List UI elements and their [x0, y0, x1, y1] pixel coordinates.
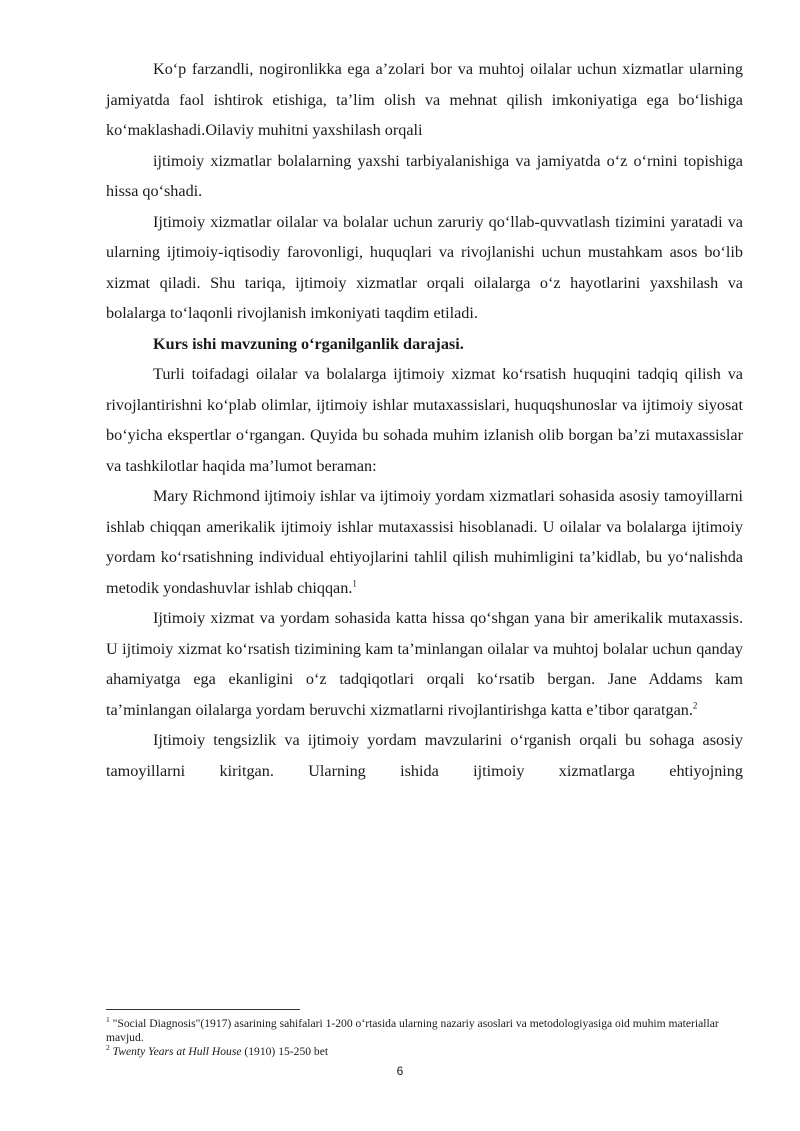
section-heading: Kurs ishi mavzuning o‘rganilganlik darajasi. — [153, 334, 464, 353]
footnote-2-text: (1910) 15-250 bet — [241, 1045, 329, 1058]
footnote-1 — [106, 1017, 736, 1045]
body-text — [106, 54, 743, 786]
paragraph-6-text: Ijtimoiy xizmat va yordam sohasida katta hissa qo‘shgan yana bir amerikalik mutaxassis. U ijtimoiy xizmat ko‘rsatish tizimining kam ta’minlangan oilalar va muhtoj bolalar uchun qanday ahamiyatga ega ekanligini o‘z tadqiqotlari orqali ko‘rsatib bergan. Jane Addams kam ta’minlangan oilalarga yordam beruvchi xizmatlarni rivojlantirishga katta e’tibor qaratgan. — [106, 609, 743, 719]
paragraph-5 — [106, 481, 743, 603]
footnote-1-mark: 1 — [106, 1015, 110, 1025]
footnote-separator — [106, 1009, 300, 1010]
footnotes — [106, 1017, 736, 1059]
footnote-2-title: Twenty Years at Hull House — [112, 1045, 242, 1058]
paragraph-2: ijtimoiy xizmatlar bolalarning yaxshi tarbiyalanishiga va jamiyatda o‘z o‘rnini topishiga hissa qo‘shadi. — [106, 151, 743, 200]
paragraph-6 — [106, 603, 743, 725]
footnote-2-mark: 2 — [106, 1043, 110, 1053]
paragraph-3: Ijtimoiy xizmatlar oilalar va bolalar uchun zaruriy qo‘llab-quvvatlash tizimini yaratadi va ularning ijtimoiy-iqtisodiy farovonligi, huquqlari va rivojlanishi uchun mustahkam asos bo‘lib xizmat qiladi. Shu tariqa, ijtimoiy xizmatlar orqali oilalarga o‘z hayotlarini yaxshilash va bolalarga to‘laqonli rivojlanish imkoniyati taqdim etiladi. — [106, 212, 743, 322]
footnote-1-text: "Social Diagnosis"(1917) asarining sahifalari 1-200 o‘rtasida ularning nazariy asoslari va metodologiyasiga oid muhim materiallar mavjud. — [106, 1017, 719, 1044]
footnote-ref-2: 2 — [692, 700, 698, 711]
paragraph-5-text: Mary Richmond ijtimoiy ishlar va ijtimoiy yordam xizmatlari sohasida asosiy tamoyillarni ishlab chiqqan amerikalik ijtimoiy ishlar mutaxassisi hisoblanadi. U oilalar va bolalarga ijtimoiy yordam ko‘rsatishning individual ehtiyojlarini tahlil qilish muhimligini ta’kidlab, bu yo‘nalishda metodik yondashuvlar ishlab chiqqan. — [106, 487, 743, 597]
paragraph-7: Ijtimoiy tengsizlik va ijtimoiy yordam mavzularini o‘rganish orqali bu sohaga asosiy tamoyillarni kiritgan. Ularning ishida ijtimoiy xizmatlarga ehtiyojning — [106, 731, 743, 780]
paragraph-1: Ko‘p farzandli, nogironlikka ega a’zolari bor va muhtoj oilalar uchun xizmatlar ularning jamiyatda faol ishtirok etishiga, ta’lim olish va mehnat qilish imkoniyatiga ega bo‘lishiga ko‘maklashadi.Oilaviy muhitni yaxshilash orqali — [106, 60, 743, 139]
footnote-2 — [106, 1045, 736, 1059]
page-number: 6 — [396, 1064, 404, 1078]
paragraph-4: Turli toifadagi oilalar va bolalarga ijtimoiy xizmat ko‘rsatish huquqini tadqiq qilish va rivojlantirishni ko‘plab olimlar, ijtimoiy ishlar mutaxassislari, huquqshunoslar va ijtimoiy siyosat bo‘yicha ekspertlar o‘rgangan. Quyida bu sohada muhim izlanish olib borgan ba’zi mutaxassislar va tashkilotlar haqida ma’lumot beraman: — [106, 365, 743, 475]
footnote-ref-1: 1 — [352, 578, 357, 589]
